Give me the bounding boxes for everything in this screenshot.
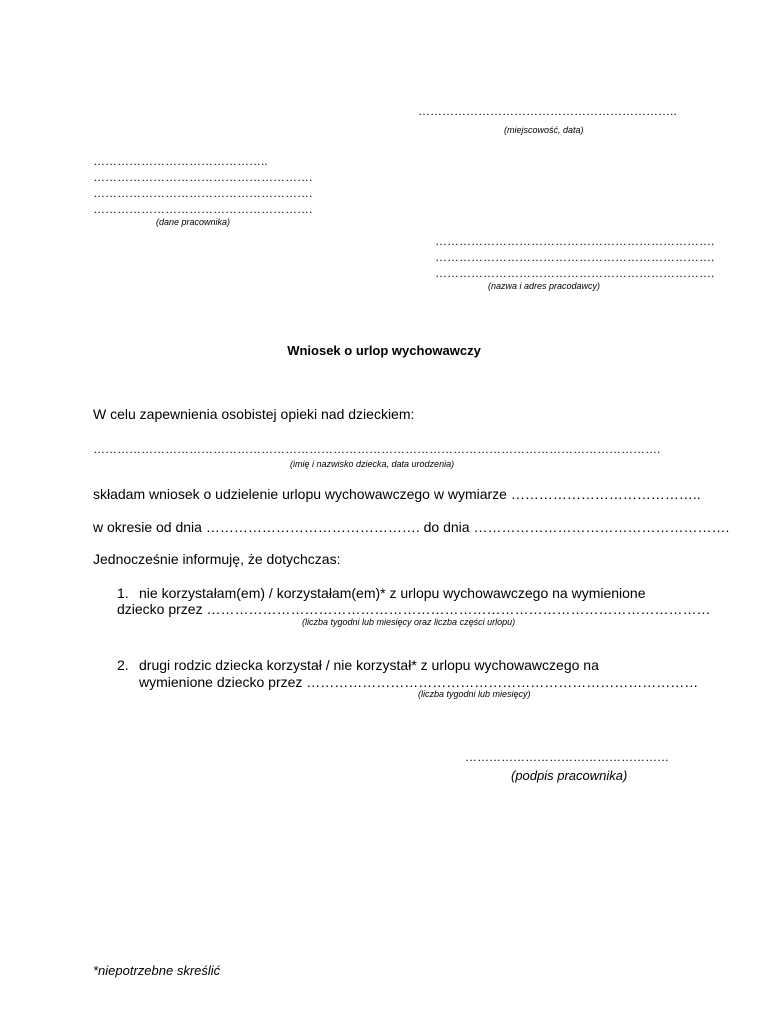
child-caption: (imię i nazwisko dziecka, data urodzenia) [290, 459, 455, 469]
item-1-number: 1. [117, 585, 129, 601]
footnote: *niepotrzebne skreślić [93, 963, 221, 978]
employer-line-2: ……………………………………………………………. [435, 250, 715, 264]
inform-line: Jednocześnie informuję, że dotychczas: [93, 551, 341, 567]
intro-text: W celu zapewnienia osobistej opieki nad dzieckiem: [93, 406, 415, 422]
document-title: Wniosek o urlop wychowawczy [287, 343, 481, 358]
item-2-caption: (liczba tygodni lub miesięcy) [418, 689, 531, 699]
employer-caption: (nazwa i adres pracodawcy) [488, 281, 601, 291]
item-2-number: 2. [117, 657, 129, 673]
item-2-line-1: drugi rodzic dziecka korzystał / nie korzystał* z urlopu wychowawczego na [139, 657, 599, 673]
item-1-line-2: dziecko przez ……………………………………………………………………………………………… [117, 601, 711, 617]
employee-caption: (dane pracownika) [156, 217, 231, 227]
signature-line: …………………………………………… [465, 750, 669, 764]
employee-line-1: …………………………………….. [93, 154, 268, 168]
item-1-line-1: nie korzystałam(em) / korzystałam(em)* z urlopu wychowawczego na wymienione [139, 585, 646, 601]
period-line: w okresie od dnia ………………………………………. do dnia ………………………………………………. [93, 519, 730, 535]
employer-line-3: ……………………………………………………………. [435, 266, 715, 280]
employee-line-3: ………………………………………………. [93, 186, 313, 200]
employee-line-4: ………………………………………………. [93, 202, 313, 216]
item-2-line-2: wymienione dziecko przez ………………………………………………………………………… [139, 674, 699, 690]
employer-line-1: ……………………………………………………………. [435, 234, 715, 248]
child-line: ……………………………………………………………………………………………………………………………. [93, 442, 661, 456]
place-date-caption: (miejscowość, data) [504, 125, 584, 135]
place-date-line: ……………………………………………………….. [418, 104, 677, 118]
signature-caption: (podpis pracownika) [511, 768, 628, 783]
request-line: składam wniosek o udzielenie urlopu wychowawczego w wymiarze ………………………………….. [93, 486, 701, 502]
item-1-caption: (liczba tygodni lub miesięcy oraz liczba części urlopu) [302, 617, 516, 627]
employee-line-2: ………………………………………………. [93, 170, 313, 184]
